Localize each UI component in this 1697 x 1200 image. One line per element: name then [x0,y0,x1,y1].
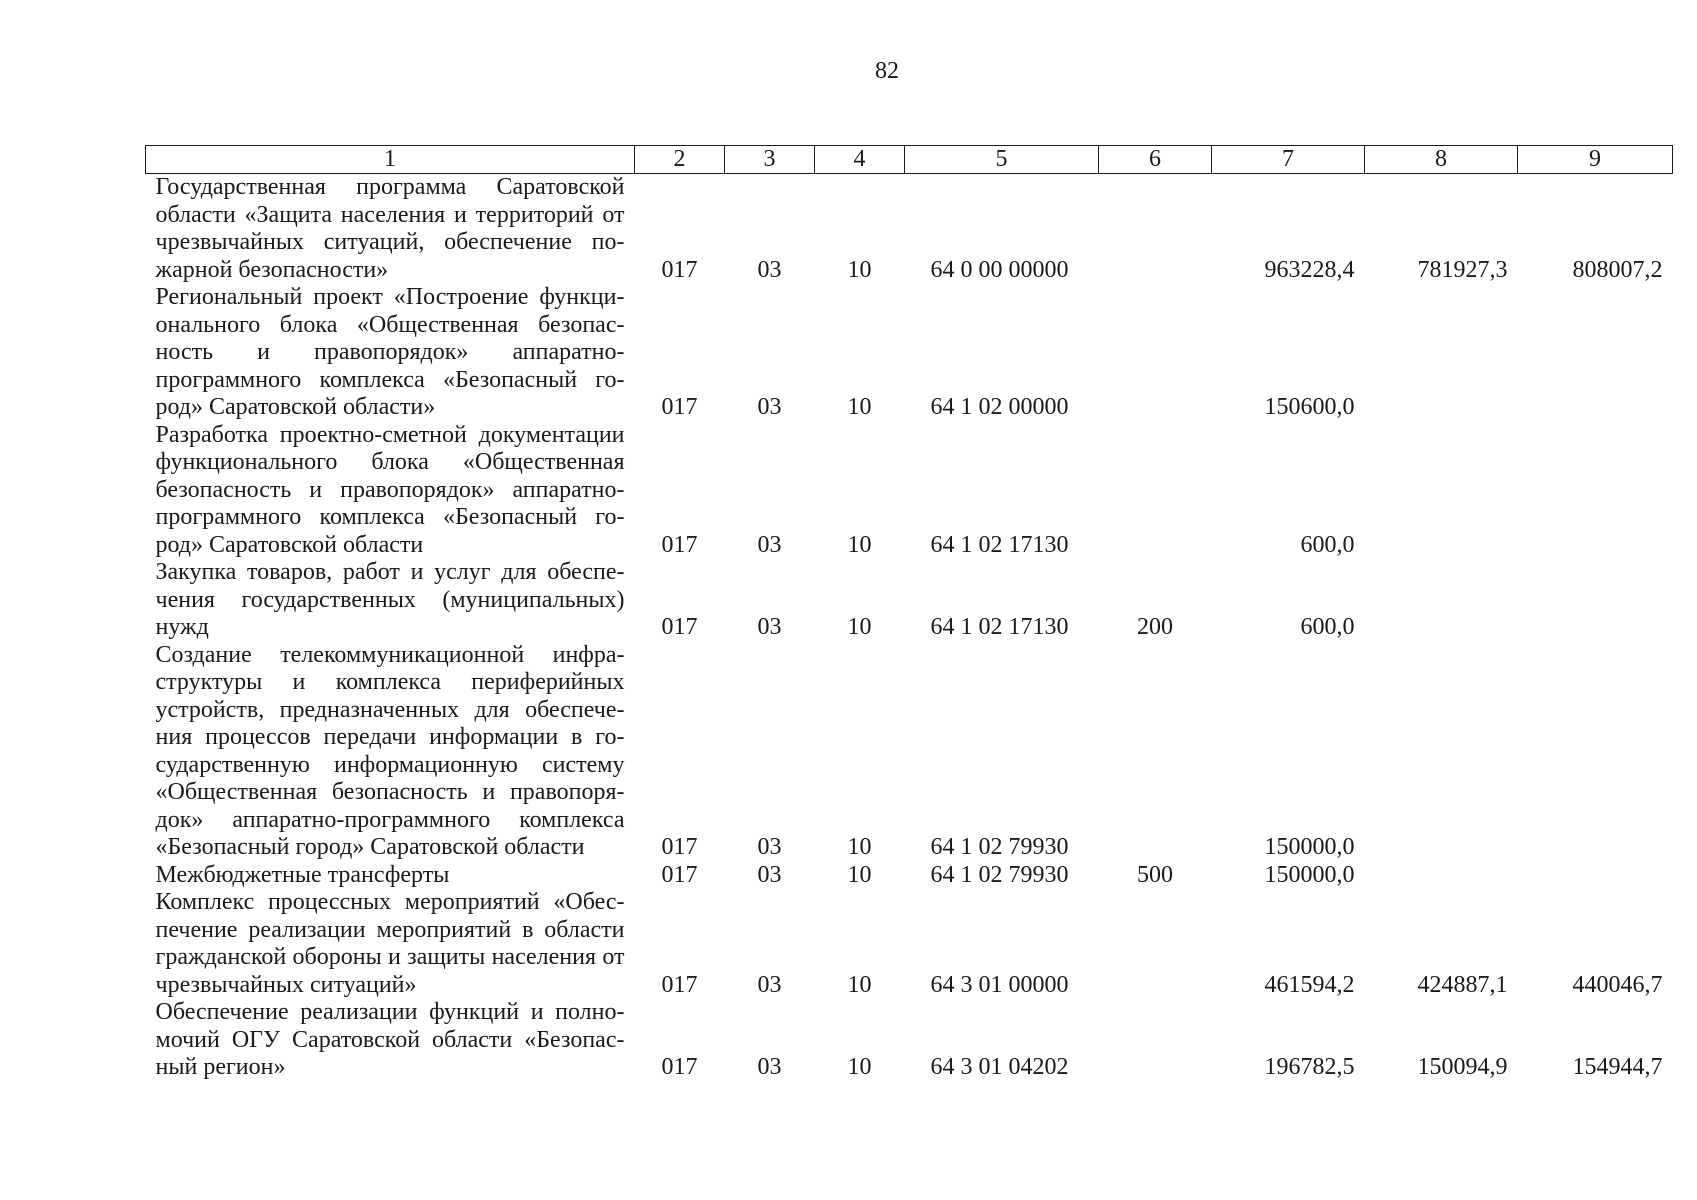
row-amount-3: 440046,7 [1572,971,1663,998]
row-amount-1: 150000,0 [1264,834,1355,860]
row-amount-2 [1365,862,1518,890]
row-subsection: 10 [847,256,872,283]
header-col-7: 7 [1212,146,1365,174]
row-section: 03 [757,394,782,420]
row-section: 03 [757,1054,782,1080]
row-ministry: 017 [661,394,698,420]
row-expense-type: 500 [1137,861,1173,888]
table-row [146,284,1673,422]
row-section: 03 [757,614,782,640]
row-amount-2 [1365,642,1518,862]
header-col-8: 8 [1365,146,1518,174]
row-section: 03 [757,531,782,558]
row-amount-3 [1518,422,1673,560]
row-name: Межбюджетные трансферты [155,861,450,888]
row-section: 03 [757,256,782,283]
row-target-article: 64 1 02 79930 [930,834,1069,860]
row-target-article: 64 3 01 00000 [930,971,1069,998]
row-amount-3: 154944,7 [1572,1054,1663,1080]
header-row [146,146,1673,174]
table-row [146,889,1673,999]
row-subsection: 10 [847,531,872,558]
header-col-2: 2 [635,146,725,174]
row-amount-2 [1365,422,1518,560]
row-ministry: 017 [661,614,698,640]
header-col-6: 6 [1099,146,1212,174]
row-target-article: 64 1 02 00000 [930,394,1069,420]
table-row [146,999,1673,1082]
row-expense-type [1099,284,1212,422]
table-row [146,862,1673,890]
row-amount-3 [1518,284,1673,422]
row-expense-type [1099,174,1212,285]
row-amount-3 [1518,559,1673,642]
row-amount-1: 600,0 [1300,614,1355,640]
header-col-1: 1 [146,146,635,174]
row-amount-2: 424887,1 [1417,971,1508,998]
row-ministry: 017 [661,834,698,860]
row-amount-1: 196782,5 [1264,1054,1355,1080]
row-target-article: 64 1 02 79930 [930,861,1069,888]
row-section: 03 [757,834,782,860]
row-amount-2 [1365,284,1518,422]
row-amount-2: 150094,9 [1417,1054,1508,1080]
row-section: 03 [757,971,782,998]
row-name: Государственная программа Саратовской области «Защита населения и территорий от чрезвычайных ситуаций, обеспечение пожарной безопасности» [155,174,625,283]
row-expense-type [1099,642,1212,862]
table-header [146,146,1673,174]
budget-table [145,145,1673,1082]
row-amount-2: 781927,3 [1417,256,1508,283]
row-target-article: 64 0 00 00000 [930,256,1069,283]
row-ministry: 017 [661,531,698,558]
page-number: 82 [875,58,899,84]
row-amount-1: 600,0 [1300,531,1355,558]
row-ministry: 017 [661,971,698,998]
row-amount-1: 461594,2 [1264,971,1355,998]
row-amount-3: 808007,2 [1572,256,1663,283]
row-target-article: 64 1 02 17130 [930,614,1069,640]
row-subsection: 10 [847,971,872,998]
row-amount-1: 963228,4 [1264,256,1355,283]
header-col-3: 3 [725,146,815,174]
row-name: Закупка товаров, работ и услуг для обеспечения государственных (муниципальных) нужд [155,559,625,640]
row-section: 03 [757,861,782,888]
row-name: Создание телекоммуникационной инфраструктуры и комплекса периферийных устройств, предназначенных для обеспечения процессов передачи информации в государственную информационную систему «Общественная безопасность и правопорядок» аппаратно-программного комплекса «Безопасный город» Саратовской области [155,641,625,860]
row-ministry: 017 [661,861,698,888]
row-subsection: 10 [847,1054,872,1080]
row-expense-type [1099,889,1212,999]
row-amount-1: 150000,0 [1264,861,1355,888]
table-row [146,174,1673,285]
row-expense-type: 200 [1137,614,1173,640]
row-target-article: 64 3 01 04202 [930,1054,1069,1080]
row-ministry: 017 [661,1054,698,1080]
row-amount-1: 150600,0 [1264,394,1355,420]
row-subsection: 10 [847,861,872,888]
header-col-5: 5 [905,146,1099,174]
row-ministry: 017 [661,256,698,283]
row-name: Обеспечение реализации функций и полномочий ОГУ Саратовской области «Безопасный регион» [155,999,625,1080]
row-expense-type [1099,422,1212,560]
row-amount-2 [1365,559,1518,642]
header-col-9: 9 [1518,146,1673,174]
row-amount-3 [1518,862,1673,890]
row-name: Комплекс процессных мероприятий «Обеспечение реализации мероприятий в области гражданской обороны и защиты населения от чрезвычайных ситуаций» [155,889,625,998]
table-row [146,559,1673,642]
row-amount-3 [1518,642,1673,862]
table-row [146,422,1673,560]
row-name: Региональный проект «Построение функционального блока «Общественная безопасность и правопорядок» аппаратно-программного комплекса «Безопасный город» Саратовской области» [155,284,625,420]
row-target-article: 64 1 02 17130 [930,531,1069,558]
table-body [146,174,1673,1082]
row-subsection: 10 [847,834,872,860]
table-row [146,642,1673,862]
row-subsection: 10 [847,614,872,640]
row-name: Разработка проектно-сметной документации функционального блока «Общественная безопасность и правопорядок» аппаратно-программного комплекса «Безопасный город» Саратовской области [155,421,625,558]
header-col-4: 4 [815,146,905,174]
row-expense-type [1099,999,1212,1082]
row-subsection: 10 [847,394,872,420]
